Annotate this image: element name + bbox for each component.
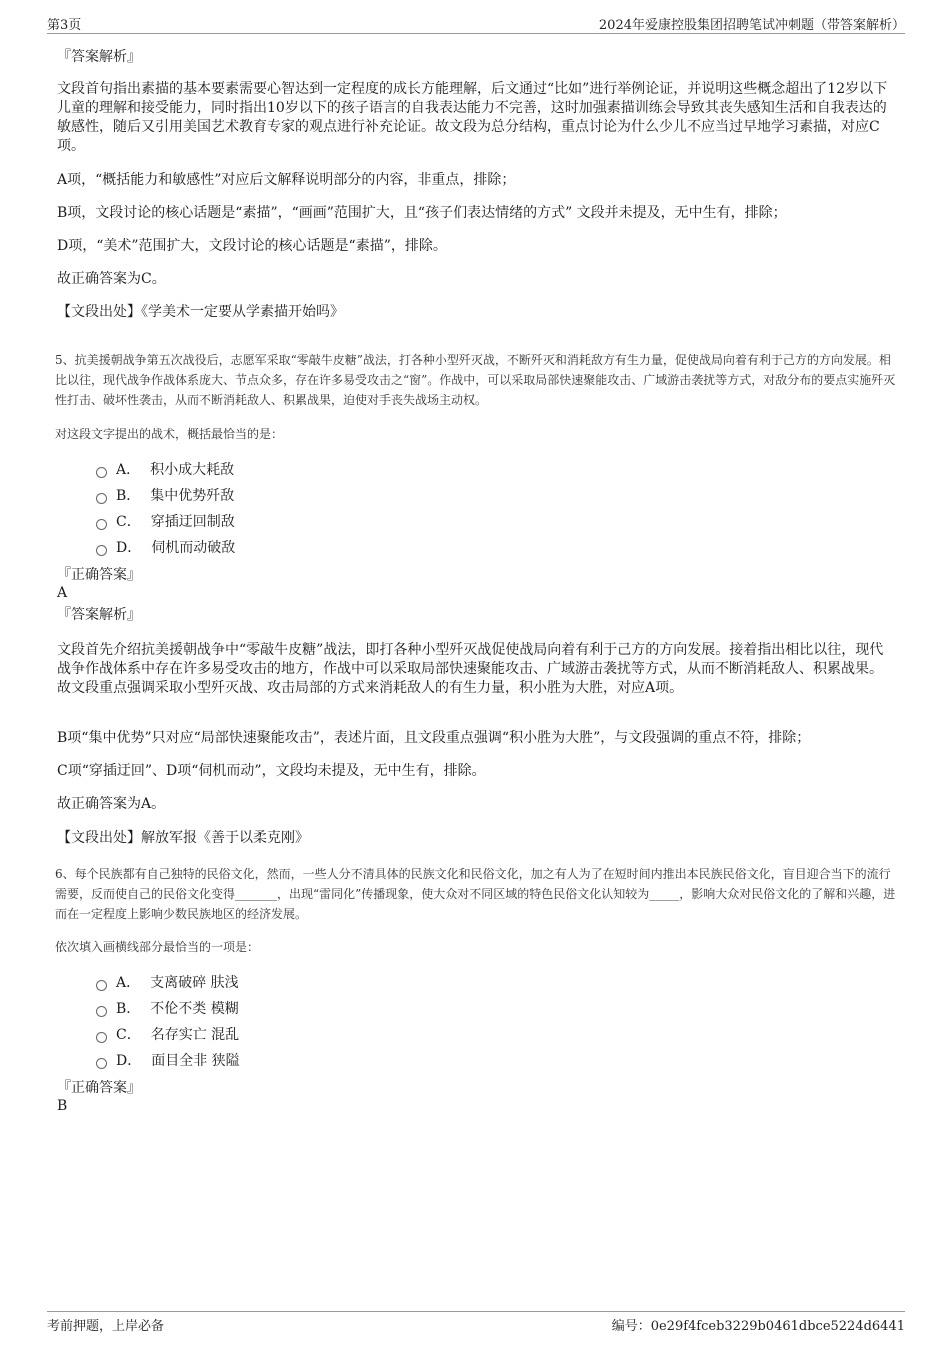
option-text: 穿插迂回制敌: [150, 514, 235, 530]
code-value: 0e29f4fceb3229b0461dbce5224d6441: [650, 1319, 905, 1334]
radio-icon[interactable]: [96, 1032, 107, 1043]
q4-source: 【文段出处】《学美术一定要从学素描开始吗》: [57, 304, 344, 320]
q4-analysis-text: 文段首句指出素描的基本要素需要心智达到一定程度的成长方能理解，后文通过“比如”进行举例论证，并说明这些概念超出了12岁以下儿童的理解和接受能力，同时指出10岁以下的孩子语言的自我表达能力不完善，这时加强素描训练会导致其丧失感知生活和自我表达的敏感性，随后又引用美国艺术教育专家的观点进行补充论证。故文段为总分结构，重点讨论为什么少儿不应当过早地学习素描，对应C项。: [57, 81, 888, 154]
q4-option-d-note: D项，“美术”范围扩大，文段讨论的核心话题是“素描”，排除。: [57, 238, 447, 254]
option-letter: D．: [116, 1053, 142, 1069]
q6-correct-answer: B: [57, 1098, 68, 1114]
footer-slogan: 考前押题，上岸必备: [47, 1319, 165, 1334]
q6-option-d[interactable]: [96, 1052, 240, 1070]
q4-option-b-note: B项，文段讨论的核心话题是“素描”，“画画”范围扩大，且“孩子们表达情绪的方式” 文段并未提及，无中生有，排除；: [57, 205, 787, 221]
q6-option-a[interactable]: [96, 974, 239, 992]
radio-icon[interactable]: [96, 1006, 107, 1017]
q5-option-cd-note: C项“穿插迂回”、D项“伺机而动”，文段均未提及，无中生有，排除。: [57, 763, 486, 779]
page-footer: [47, 1311, 905, 1334]
code-label: 编号：: [611, 1319, 651, 1334]
q5-correct-label: 『正确答案』: [57, 567, 141, 583]
q5-option-a[interactable]: [96, 461, 234, 479]
option-text: 支离破碎 肤浅: [150, 975, 239, 991]
radio-icon[interactable]: [96, 545, 107, 556]
document-code: [612, 1315, 905, 1334]
option-text: 不伦不类 模糊: [150, 1001, 239, 1017]
q5-option-d[interactable]: [96, 539, 235, 557]
q4-option-a-note: A项，“概括能力和敏感性”对应后文解释说明部分的内容，非重点，排除；: [57, 172, 516, 188]
q6-option-c[interactable]: [96, 1026, 239, 1044]
option-letter: B．: [116, 1001, 141, 1017]
radio-icon[interactable]: [96, 467, 107, 478]
q6-option-b[interactable]: [96, 1000, 239, 1018]
q5-option-c[interactable]: [96, 513, 235, 531]
option-letter: C．: [116, 514, 141, 530]
radio-icon[interactable]: [96, 493, 107, 504]
q5-analysis-label: 『答案解析』: [57, 607, 141, 623]
q5-conclusion: 故正确答案为A。: [57, 796, 166, 812]
q5-analysis-text: 文段首先介绍抗美援朝战争中“零敲牛皮糖”战法，即打各种小型歼灭战促使战局向着有利于己方的方向发展。接着指出相比以往，现代战争作战体系中存在许多易受攻击的地方，作战中可以采取局部快速聚能攻击、广域游击袭扰等方式，从而不断消耗敌人、积累战果。故文段重点强调采取小型歼灭战、攻击局部的方式来消耗敌人的有生力量，积小胜为大胜，对应A项。: [57, 642, 884, 696]
q5-correct-answer: A: [57, 585, 68, 601]
q5-option-b[interactable]: [96, 487, 234, 505]
q5-stem: 5、抗美援朝战争第五次战役后，志愿军采取“零敲牛皮糖”战法，打各种小型歼灭战，不断歼灭和消耗敌方有生力量，促使战局向着有利于己方的方向发展。相比以往，现代战争作战体系庞大、节点众多，存在许多易受攻击之“窗”。作战中，可以采取局部快速聚能攻击、广域游击袭扰等方式，对敌分布的要点实施歼灭性打击、破坏性袭击，从而不断消耗敌人、积累战果，迫使对手丧失战场主动权。: [55, 353, 896, 407]
page-header: [47, 14, 905, 34]
option-text: 伺机而动破敌: [151, 540, 236, 556]
option-text: 集中优势歼敌: [150, 488, 235, 504]
radio-icon[interactable]: [96, 519, 107, 530]
option-text: 面目全非 狭隘: [151, 1053, 240, 1069]
option-letter: A．: [116, 975, 141, 991]
radio-icon[interactable]: [96, 980, 107, 991]
option-letter: B．: [116, 488, 141, 504]
q6-correct-label: 『正确答案』: [57, 1080, 141, 1096]
q4-analysis-label: 『答案解析』: [57, 49, 141, 65]
option-letter: D．: [116, 540, 142, 556]
option-letter: A．: [116, 462, 141, 478]
q6-prompt: 依次填入画横线部分最恰当的一项是：: [55, 940, 260, 954]
document-title: 2024年爱康控股集团招聘笔试冲刺题（带答案解析）: [598, 18, 905, 33]
option-text: 积小成大耗敌: [150, 462, 235, 478]
radio-icon[interactable]: [96, 1058, 107, 1069]
q6-stem: 6、每个民族都有自己独特的民俗文化，然而，一些人分不清具体的民族文化和民俗文化，加之有人为了在短时间内推出本民族民俗文化，盲目迎合当下的流行需要，反而使自己的民俗文化变得_______，出现“雷同化”传播现象，使大众对不同区域的特色民俗文化认知较为_____，影响大众对民俗文化的了解和兴趣，进而在一定程度上影响少数民族地区的经济发展。: [55, 867, 896, 921]
page-number: 第3页: [47, 18, 82, 33]
q5-option-b-note: B项“集中优势”只对应“局部快速聚能攻击”，表述片面，且文段重点强调“积小胜为大胜”，与文段强调的重点不符，排除；: [57, 730, 811, 746]
option-letter: C．: [116, 1027, 141, 1043]
q4-conclusion: 故正确答案为C。: [57, 271, 166, 287]
q5-source: 【文段出处】解放军报《善于以柔克刚》: [57, 830, 309, 846]
option-text: 名存实亡 混乱: [150, 1027, 240, 1043]
q5-prompt: 对这段文字提出的战术，概括最恰当的是：: [55, 427, 284, 441]
